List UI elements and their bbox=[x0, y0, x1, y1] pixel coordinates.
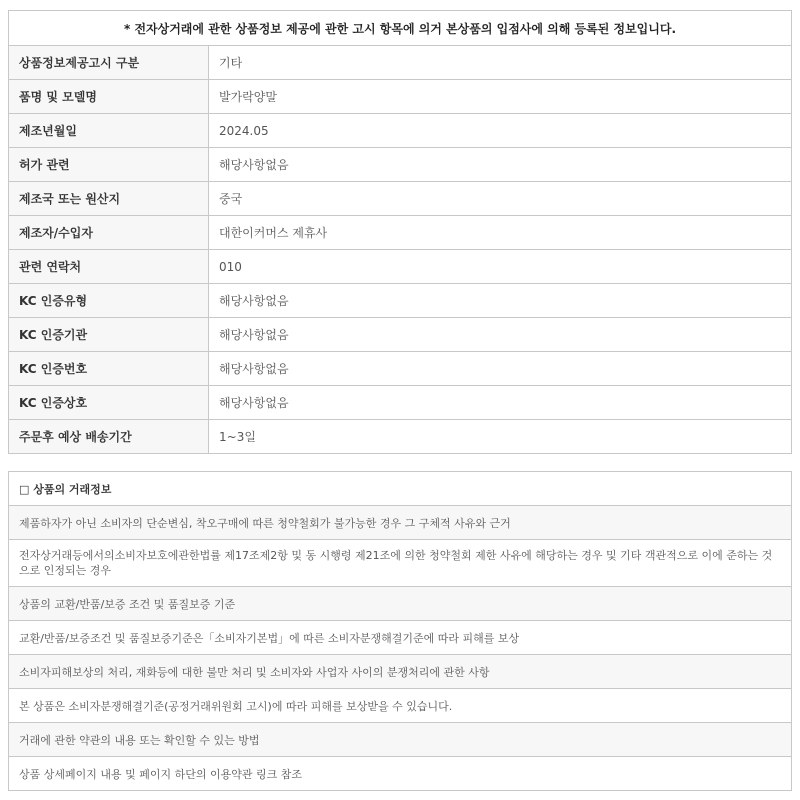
info-label: 제조국 또는 원산지 bbox=[9, 182, 209, 216]
info-row bbox=[9, 250, 792, 284]
trade-answer: 전자상거래등에서의소비자보호에관한법률 제17조제2항 및 동 시행령 제21조에 의한 청약철회 제한 사유에 해당하는 경우 및 기타 객관적으로 이에 준하는 것으로 인정되는 경우 bbox=[9, 540, 791, 587]
info-label: 허가 관련 bbox=[9, 148, 209, 182]
info-row bbox=[9, 46, 792, 80]
trade-info-section bbox=[8, 471, 792, 791]
info-row bbox=[9, 386, 792, 420]
trade-answer: 교환/반품/보증조건 및 품질보증기준은「소비자기본법」에 따른 소비자분쟁해결기준에 따라 피해를 보상 bbox=[9, 621, 791, 655]
info-label: KC 인증번호 bbox=[9, 352, 209, 386]
info-value: 010 bbox=[209, 250, 792, 284]
info-value: 발가락양말 bbox=[209, 80, 792, 114]
info-value: 2024.05 bbox=[209, 114, 792, 148]
info-label: 제조자/수입자 bbox=[9, 216, 209, 250]
info-row bbox=[9, 80, 792, 114]
info-row bbox=[9, 318, 792, 352]
info-value: 해당사항없음 bbox=[209, 284, 792, 318]
info-label: 상품정보제공고시 구분 bbox=[9, 46, 209, 80]
notice-banner: * 전자상거래에 관한 상품정보 제공에 관한 고시 항목에 의거 본상품의 입점사에 의해 등록된 정보입니다. bbox=[8, 10, 792, 46]
info-label: KC 인증유형 bbox=[9, 284, 209, 318]
info-label: 품명 및 모델명 bbox=[9, 80, 209, 114]
trade-info-title: □ 상품의 거래정보 bbox=[9, 472, 791, 506]
info-value: 해당사항없음 bbox=[209, 318, 792, 352]
trade-question: 소비자피해보상의 처리, 재화등에 대한 불만 처리 및 소비자와 사업자 사이의 분쟁처리에 관한 사항 bbox=[9, 655, 791, 689]
trade-question: 상품의 교환/반품/보증 조건 및 품질보증 기준 bbox=[9, 587, 791, 621]
info-row bbox=[9, 114, 792, 148]
trade-question: 거래에 관한 약관의 내용 또는 확인할 수 있는 방법 bbox=[9, 723, 791, 757]
info-value: 중국 bbox=[209, 182, 792, 216]
info-label: 주문후 예상 배송기간 bbox=[9, 420, 209, 454]
info-value: 1~3일 bbox=[209, 420, 792, 454]
trade-answer: 본 상품은 소비자분쟁해결기준(공정거래위원회 고시)에 따라 피해를 보상받을 수 있습니다. bbox=[9, 689, 791, 723]
trade-answer: 상품 상세페이지 내용 및 페이지 하단의 이용약관 링크 참조 bbox=[9, 757, 791, 791]
info-value: 해당사항없음 bbox=[209, 148, 792, 182]
info-value: 기타 bbox=[209, 46, 792, 80]
product-info-table bbox=[8, 45, 792, 454]
info-row bbox=[9, 352, 792, 386]
info-row bbox=[9, 284, 792, 318]
info-label: 관련 연락처 bbox=[9, 250, 209, 284]
info-label: KC 인증상호 bbox=[9, 386, 209, 420]
info-row bbox=[9, 420, 792, 454]
info-label: KC 인증기관 bbox=[9, 318, 209, 352]
info-value: 해당사항없음 bbox=[209, 386, 792, 420]
info-value: 해당사항없음 bbox=[209, 352, 792, 386]
info-row bbox=[9, 182, 792, 216]
info-label: 제조년월일 bbox=[9, 114, 209, 148]
info-value: 대한이커머스 제휴사 bbox=[209, 216, 792, 250]
info-row bbox=[9, 216, 792, 250]
trade-question: 제품하자가 아닌 소비자의 단순변심, 착오구매에 따른 청약철회가 불가능한 경우 그 구체적 사유와 근거 bbox=[9, 506, 791, 540]
info-row bbox=[9, 148, 792, 182]
